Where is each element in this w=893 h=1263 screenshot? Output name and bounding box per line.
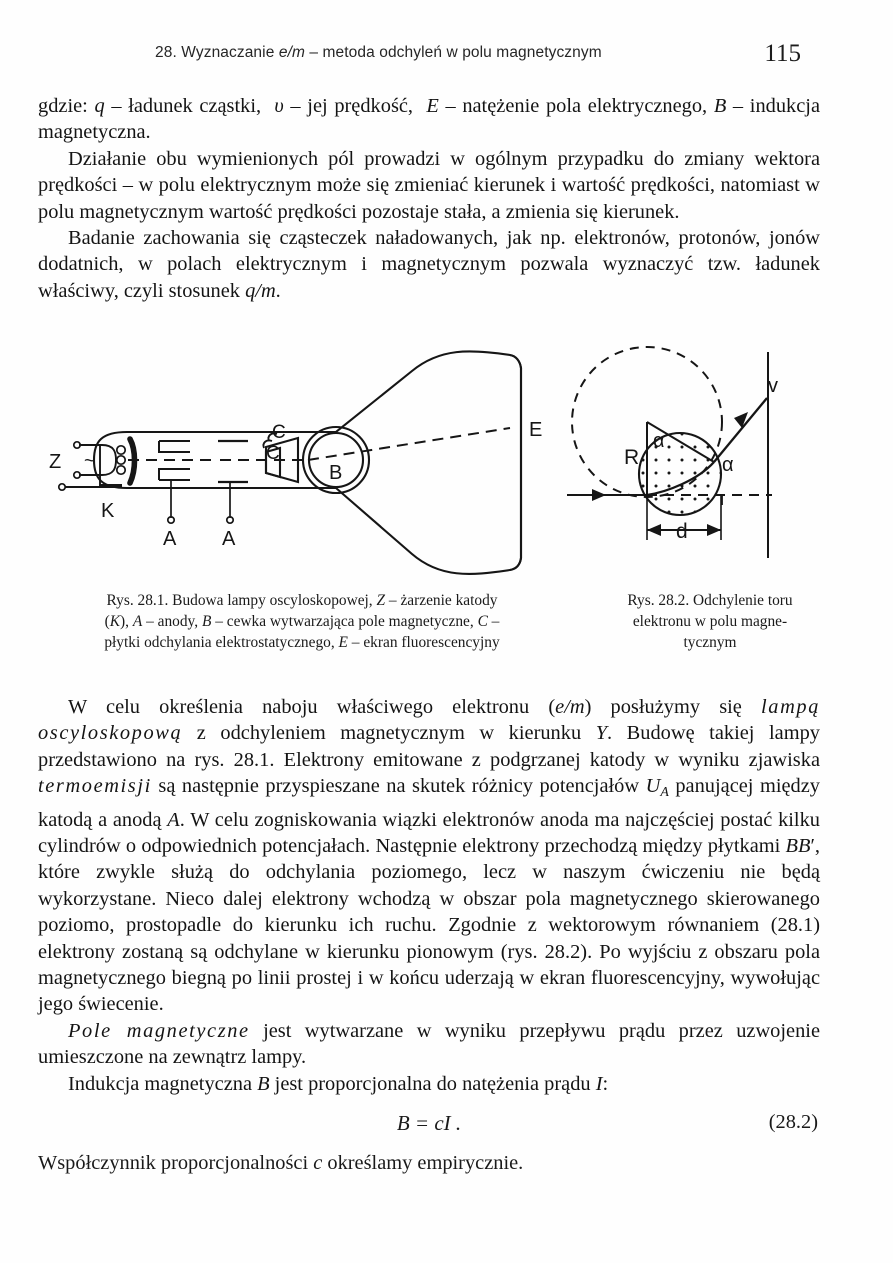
label-K: K xyxy=(101,500,115,522)
body-text-bottom xyxy=(38,694,820,1097)
page-number: 115 xyxy=(764,40,801,67)
running-head-text-before: Wyznaczanie xyxy=(181,44,275,61)
paragraph-dzialanie: Działanie obu wymienionych pól prowadzi w ogólnym przypadku do zmiany wektora prędkości – w polu elektrycznym może się zmieniać kierunek i wartość prędkości, natomiast w polu magnetycznym wartość prędkości pozostaje stała, a zmienia się kierunek. xyxy=(38,147,820,223)
magnetic-field-region xyxy=(639,433,721,515)
heater-lead-bottom xyxy=(100,445,122,485)
body-text-top xyxy=(38,93,820,304)
figure-oscilloscope-tube xyxy=(40,340,570,580)
chapter-number: 28. xyxy=(155,44,177,61)
terminal-dot-ground xyxy=(59,484,65,490)
dimension-arrow-left xyxy=(647,524,661,536)
label-alpha-center: α xyxy=(653,430,665,452)
filament-turn-3 xyxy=(117,466,125,474)
label-Z: Z xyxy=(49,451,62,473)
paragraph-indukcja: Indukcja magnetyczna B jest proporcjonalna do natężenia prądu I: xyxy=(68,1072,609,1095)
label-ac-symbol: ~ xyxy=(84,451,96,472)
paragraph-badanie: Badanie zachowania się cząsteczek naładowanych, jak np. elektronów, protonów, jonów dodatnich, w polach elektrycznym i magnetycznym pozwala wyznaczyć tzw. ładunek właściwy, czyli stosunek q/m. xyxy=(38,227,820,302)
running-head-text-after: – metoda odchyleń w polu magnetycznym xyxy=(309,44,602,61)
label-alpha-exit: α xyxy=(722,454,734,476)
label-C-2: C xyxy=(272,422,286,443)
figure-block xyxy=(0,340,893,670)
running-head-symbol: e/m xyxy=(278,44,305,61)
label-velocity-v: v xyxy=(768,375,778,397)
equation-line xyxy=(38,1111,820,1141)
screen-faceplate xyxy=(510,355,521,570)
paragraph-w-celu: W celu określenia naboju właściwego elektronu (e/m) posłużymy się lampą oscyloskopową z odchyleniem magnetycznym w kierunku Y. Budowę takiej lampy przedstawiono na rys. 28.1. Elektrony emitowane z podgrzanej katody w wyniku zjawiska termoemisji są następnie przyspieszane na skutek różnicy potencjałów $U_A$ panującej między katodą a anodą A. W celu zogniskowania wiązki elektronów anoda ma najczęściej postać kilku cylindrów o odpowiednich potencjałach. Następnie elektrony przechodzą między płytkami BB′, które zwykle służą do odchylania poziomego, lecz w naszym ćwiczeniu nie będą wykorzystane. Nieco dalej elektrony wchodzą w obszar pola magnetycznego skierowanego poziomo, prostopadle do kierunku ich ruchu. Zgodnie z wektorowym równaniem (28.1) elektrony zostaną są odchylane w kierunku pionowym (rys. 28.2). Po wyjściu z obszaru pola magnetycznego biegną po linii prostej i w końcu uderzają w ekran fluorescencyjny, wywołując jego świecenie. xyxy=(38,696,820,1016)
figure-1-drawing xyxy=(40,340,570,580)
tube-envelope xyxy=(94,351,521,574)
filament-turn-1 xyxy=(117,446,125,454)
equation-number: (28.2) xyxy=(768,1111,818,1133)
filament-turn-2 xyxy=(117,456,125,464)
anode-1-lower xyxy=(159,469,190,480)
figure-2-drawing xyxy=(562,340,852,580)
paragraph-gdzie: gdzie: q – ładunek cząstki, υ – jej prędkość, E – natężenie pola elektrycznego, B – indukcja magnetyczna. xyxy=(38,95,820,144)
running-head xyxy=(60,40,833,72)
anode-1-upper xyxy=(159,441,190,452)
label-B-coil: B xyxy=(329,462,343,484)
velocity-arrowhead xyxy=(734,412,748,428)
running-head-title xyxy=(155,44,602,62)
label-A-1: A xyxy=(163,528,177,550)
label-C-1: C xyxy=(266,443,280,464)
incoming-beam-arrowhead xyxy=(592,489,606,501)
label-A-2: A xyxy=(222,528,236,550)
dimension-arrow-right xyxy=(707,524,721,536)
equation-expression: B = cI . xyxy=(396,1111,462,1135)
figure-2-caption: Rys. 28.2. Odchylenie toru elektronu w polu magne- tycznym xyxy=(627,592,793,651)
figure-deflection-geometry xyxy=(562,340,852,580)
paragraph-wspolczynnik: Współczynnik proporcjonalności c określamy empirycznie. xyxy=(38,1152,524,1174)
paragraph-pole-magnetyczne: Pole magnetyczne jest wytwarzane w wyniku przepływu prądu przez uzwojenie umieszczone na zewnątrz lampy. xyxy=(38,1019,821,1069)
label-E-screen: E xyxy=(529,419,543,441)
label-R: R xyxy=(624,446,640,469)
figure-1-caption: Rys. 28.1. Budowa lampy oscyloskopowej, Z – żarzenie katody (K), A – anody, B – cewka wytwarzająca pole magnetyczne, C – płytki odchylania elektrostatycznego, E – ekran fluorescencyjny xyxy=(104,592,500,651)
label-d: d xyxy=(676,520,688,543)
